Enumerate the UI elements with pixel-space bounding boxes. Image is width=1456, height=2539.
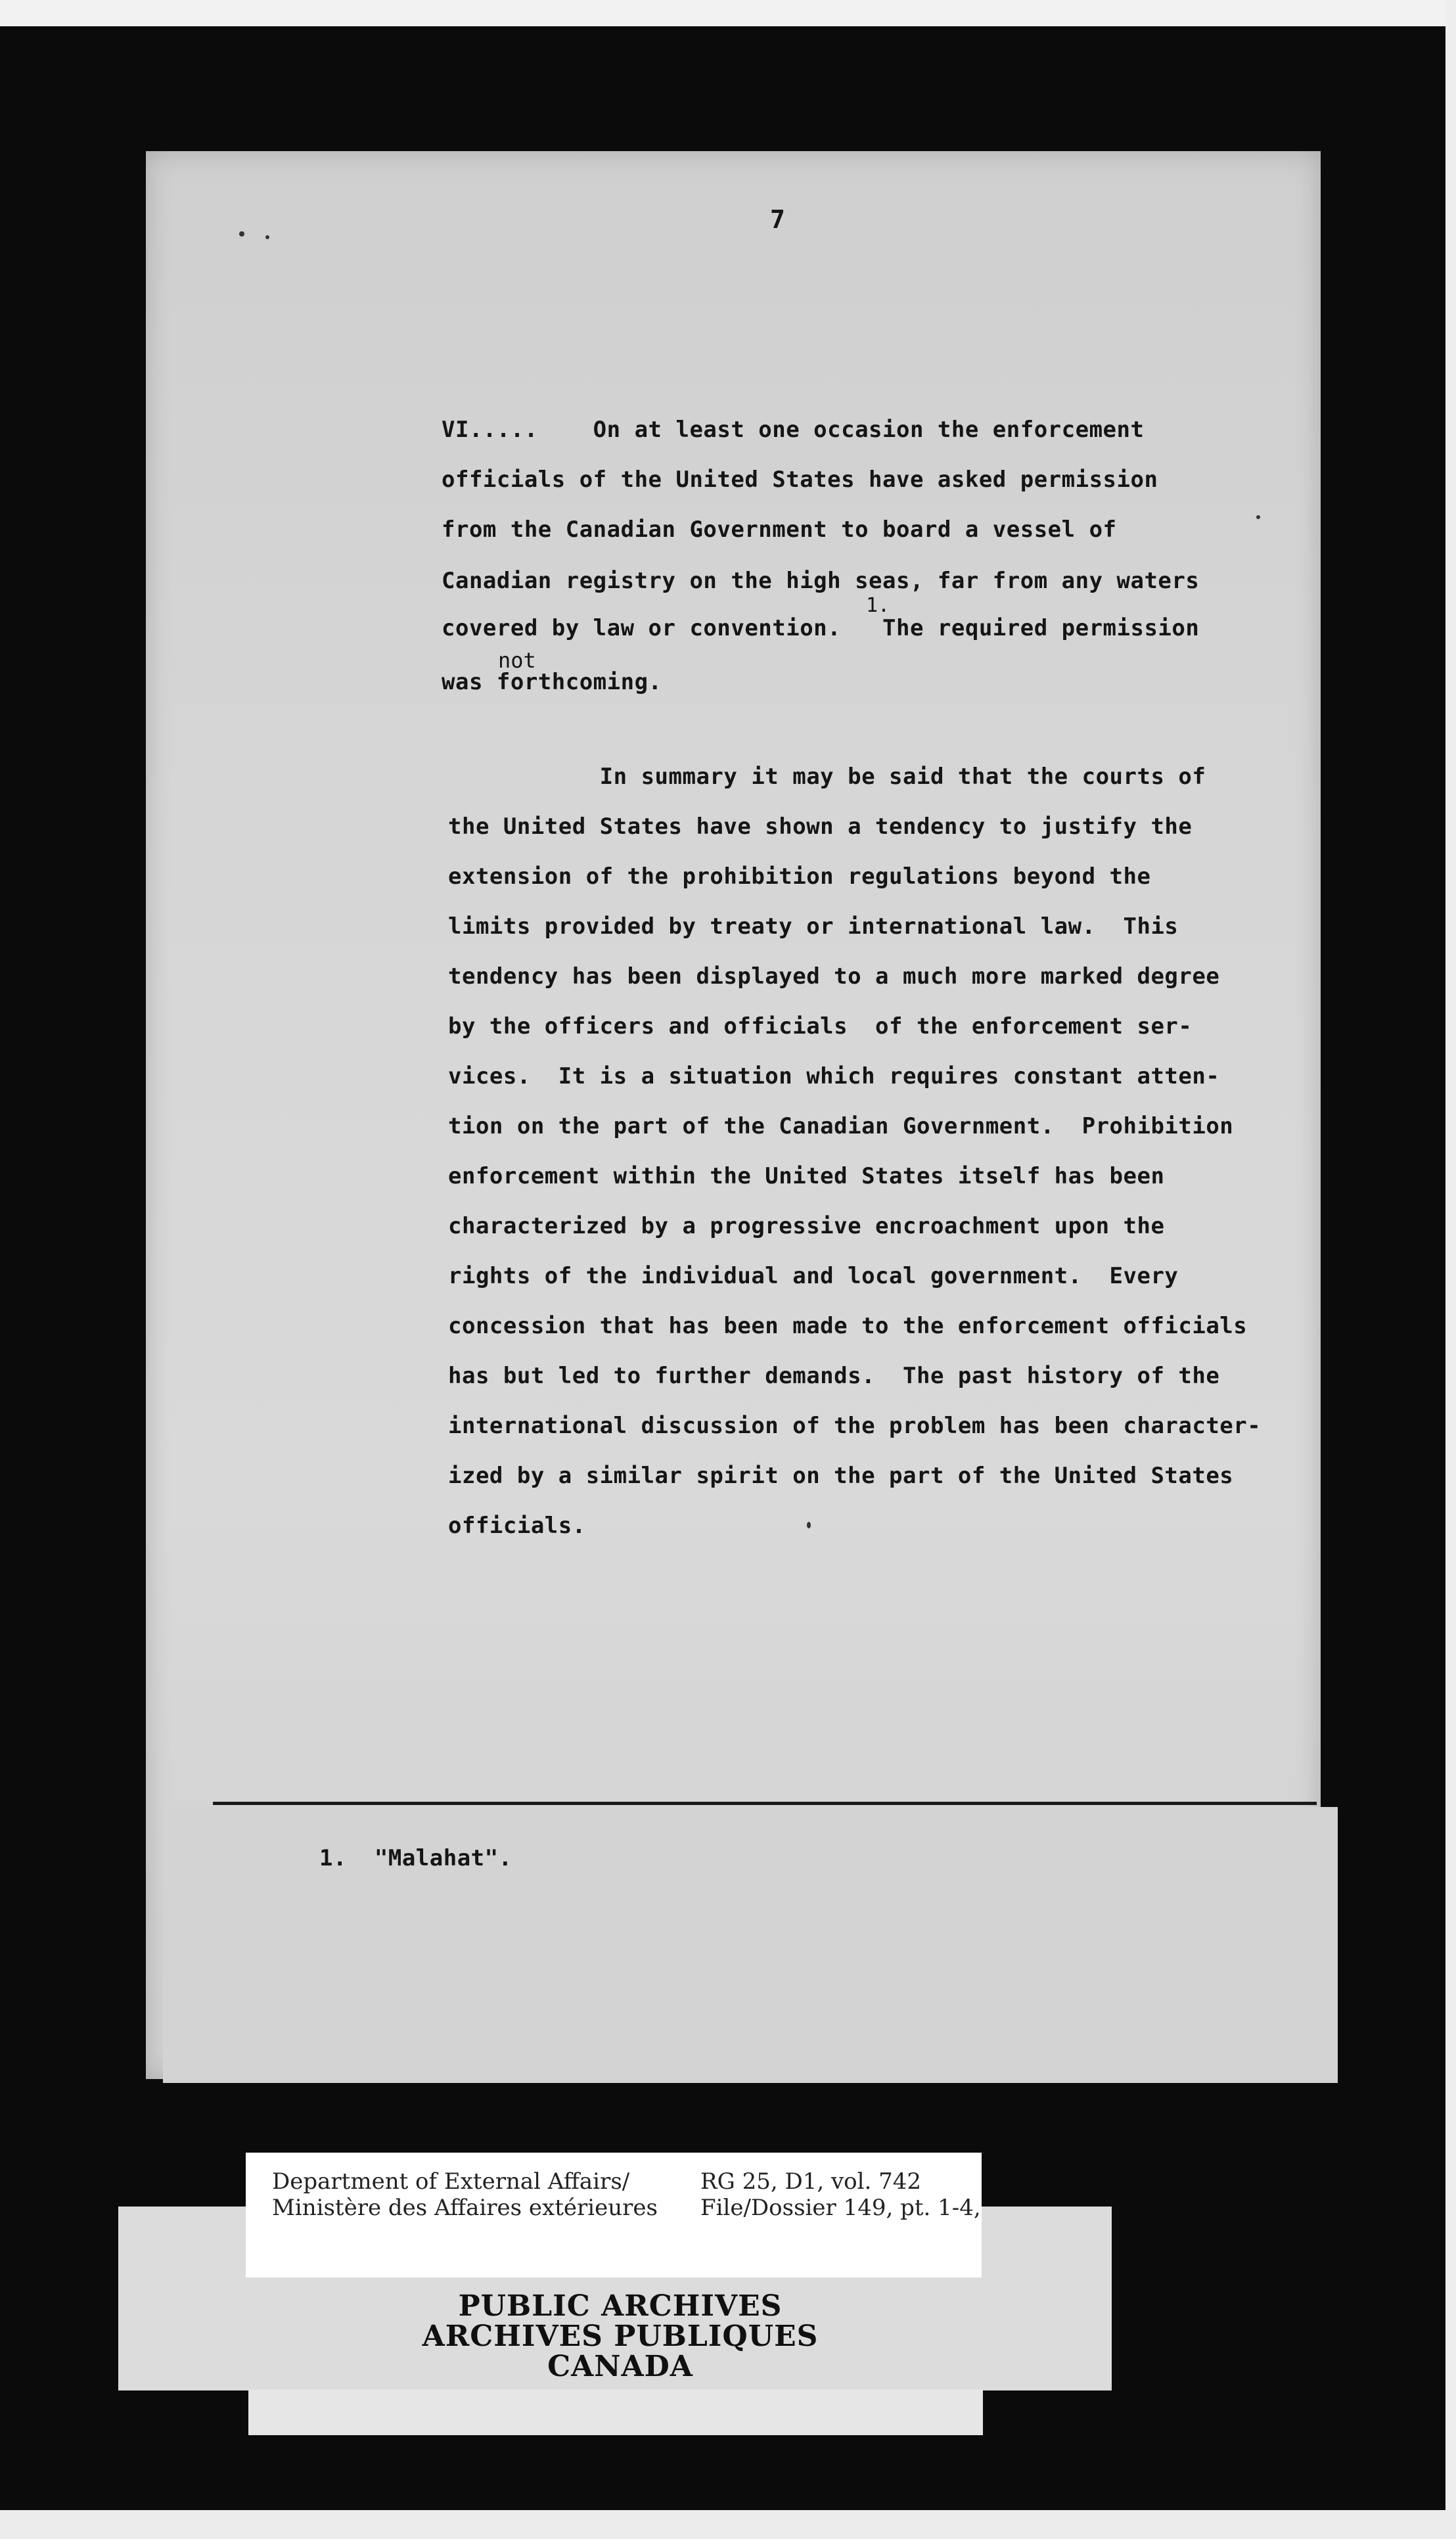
footnote-marker: 1.	[866, 594, 890, 617]
archive-stamp-line: CANADA	[547, 2350, 693, 2383]
footnote-separator	[213, 1802, 1317, 1805]
summary-line: In summary it may be said that the courts of	[448, 764, 1206, 790]
paper-speck	[1256, 515, 1260, 519]
film-frame-top	[0, 0, 1456, 26]
section-vi-line: Canadian registry on the high seas, far from any waters	[442, 568, 1200, 594]
summary-line: officials.	[448, 1513, 586, 1539]
section-vi-line: VI..... On at least one occasion the enforcement	[442, 417, 1145, 443]
section-vi-line: covered by law or convention. The required permission	[442, 615, 1200, 641]
summary-line: ized by a similar spirit on the part of the United States	[448, 1463, 1234, 1489]
summary-line: enforcement within the United States itself has been	[448, 1163, 1165, 1189]
section-vi-line: from the Canadian Government to board a vessel of	[442, 516, 1117, 543]
page-number: 7	[770, 205, 786, 234]
summary-line: international discussion of the problem has been character-	[448, 1413, 1262, 1439]
file-reference: File/Dossier 149, pt. 1-4,	[700, 2195, 981, 2221]
record-group-reference: RG 25, D1, vol. 742	[700, 2168, 922, 2195]
summary-line: the United States have shown a tendency to justify the	[448, 813, 1193, 840]
department-name-en: Department of External Affairs/	[272, 2168, 630, 2195]
film-frame-bottom	[0, 2510, 1456, 2539]
summary-line: has but led to further demands. The past history of the	[448, 1363, 1220, 1389]
summary-line: by the officers and officials of the enforcement ser-	[448, 1013, 1193, 1040]
archive-stamp-line: PUBLIC ARCHIVES	[458, 2289, 783, 2323]
section-vi-line: was forthcoming.	[442, 669, 662, 695]
archive-card-tab	[248, 2389, 983, 2435]
handwritten-insertion: not	[498, 648, 536, 673]
paper-speck	[265, 235, 269, 239]
summary-line: limits provided by treaty or international law. This	[448, 913, 1179, 940]
summary-line: tendency has been displayed to a much more marked degree	[448, 963, 1220, 990]
summary-line: tion on the part of the Canadian Government. Prohibition	[448, 1113, 1234, 1139]
archive-stamp-line: ARCHIVES PUBLIQUES	[422, 2320, 819, 2353]
summary-line: concession that has been made to the enforcement officials	[448, 1313, 1248, 1339]
summary-line: extension of the prohibition regulations beyond the	[448, 863, 1151, 890]
summary-line: vices. It is a situation which requires constant atten-	[448, 1063, 1220, 1089]
paper-speck	[807, 1522, 811, 1528]
summary-line: characterized by a progressive encroachment upon the	[448, 1213, 1165, 1239]
section-vi-line: officials of the United States have asked permission	[442, 467, 1158, 493]
department-name-fr: Ministère des Affaires extérieures	[272, 2195, 658, 2221]
footnote-1: 1. "Malahat".	[319, 1845, 512, 1871]
summary-line: rights of the individual and local government. Every	[448, 1263, 1179, 1289]
film-frame-right	[1445, 0, 1456, 2539]
paper-speck	[239, 231, 244, 237]
